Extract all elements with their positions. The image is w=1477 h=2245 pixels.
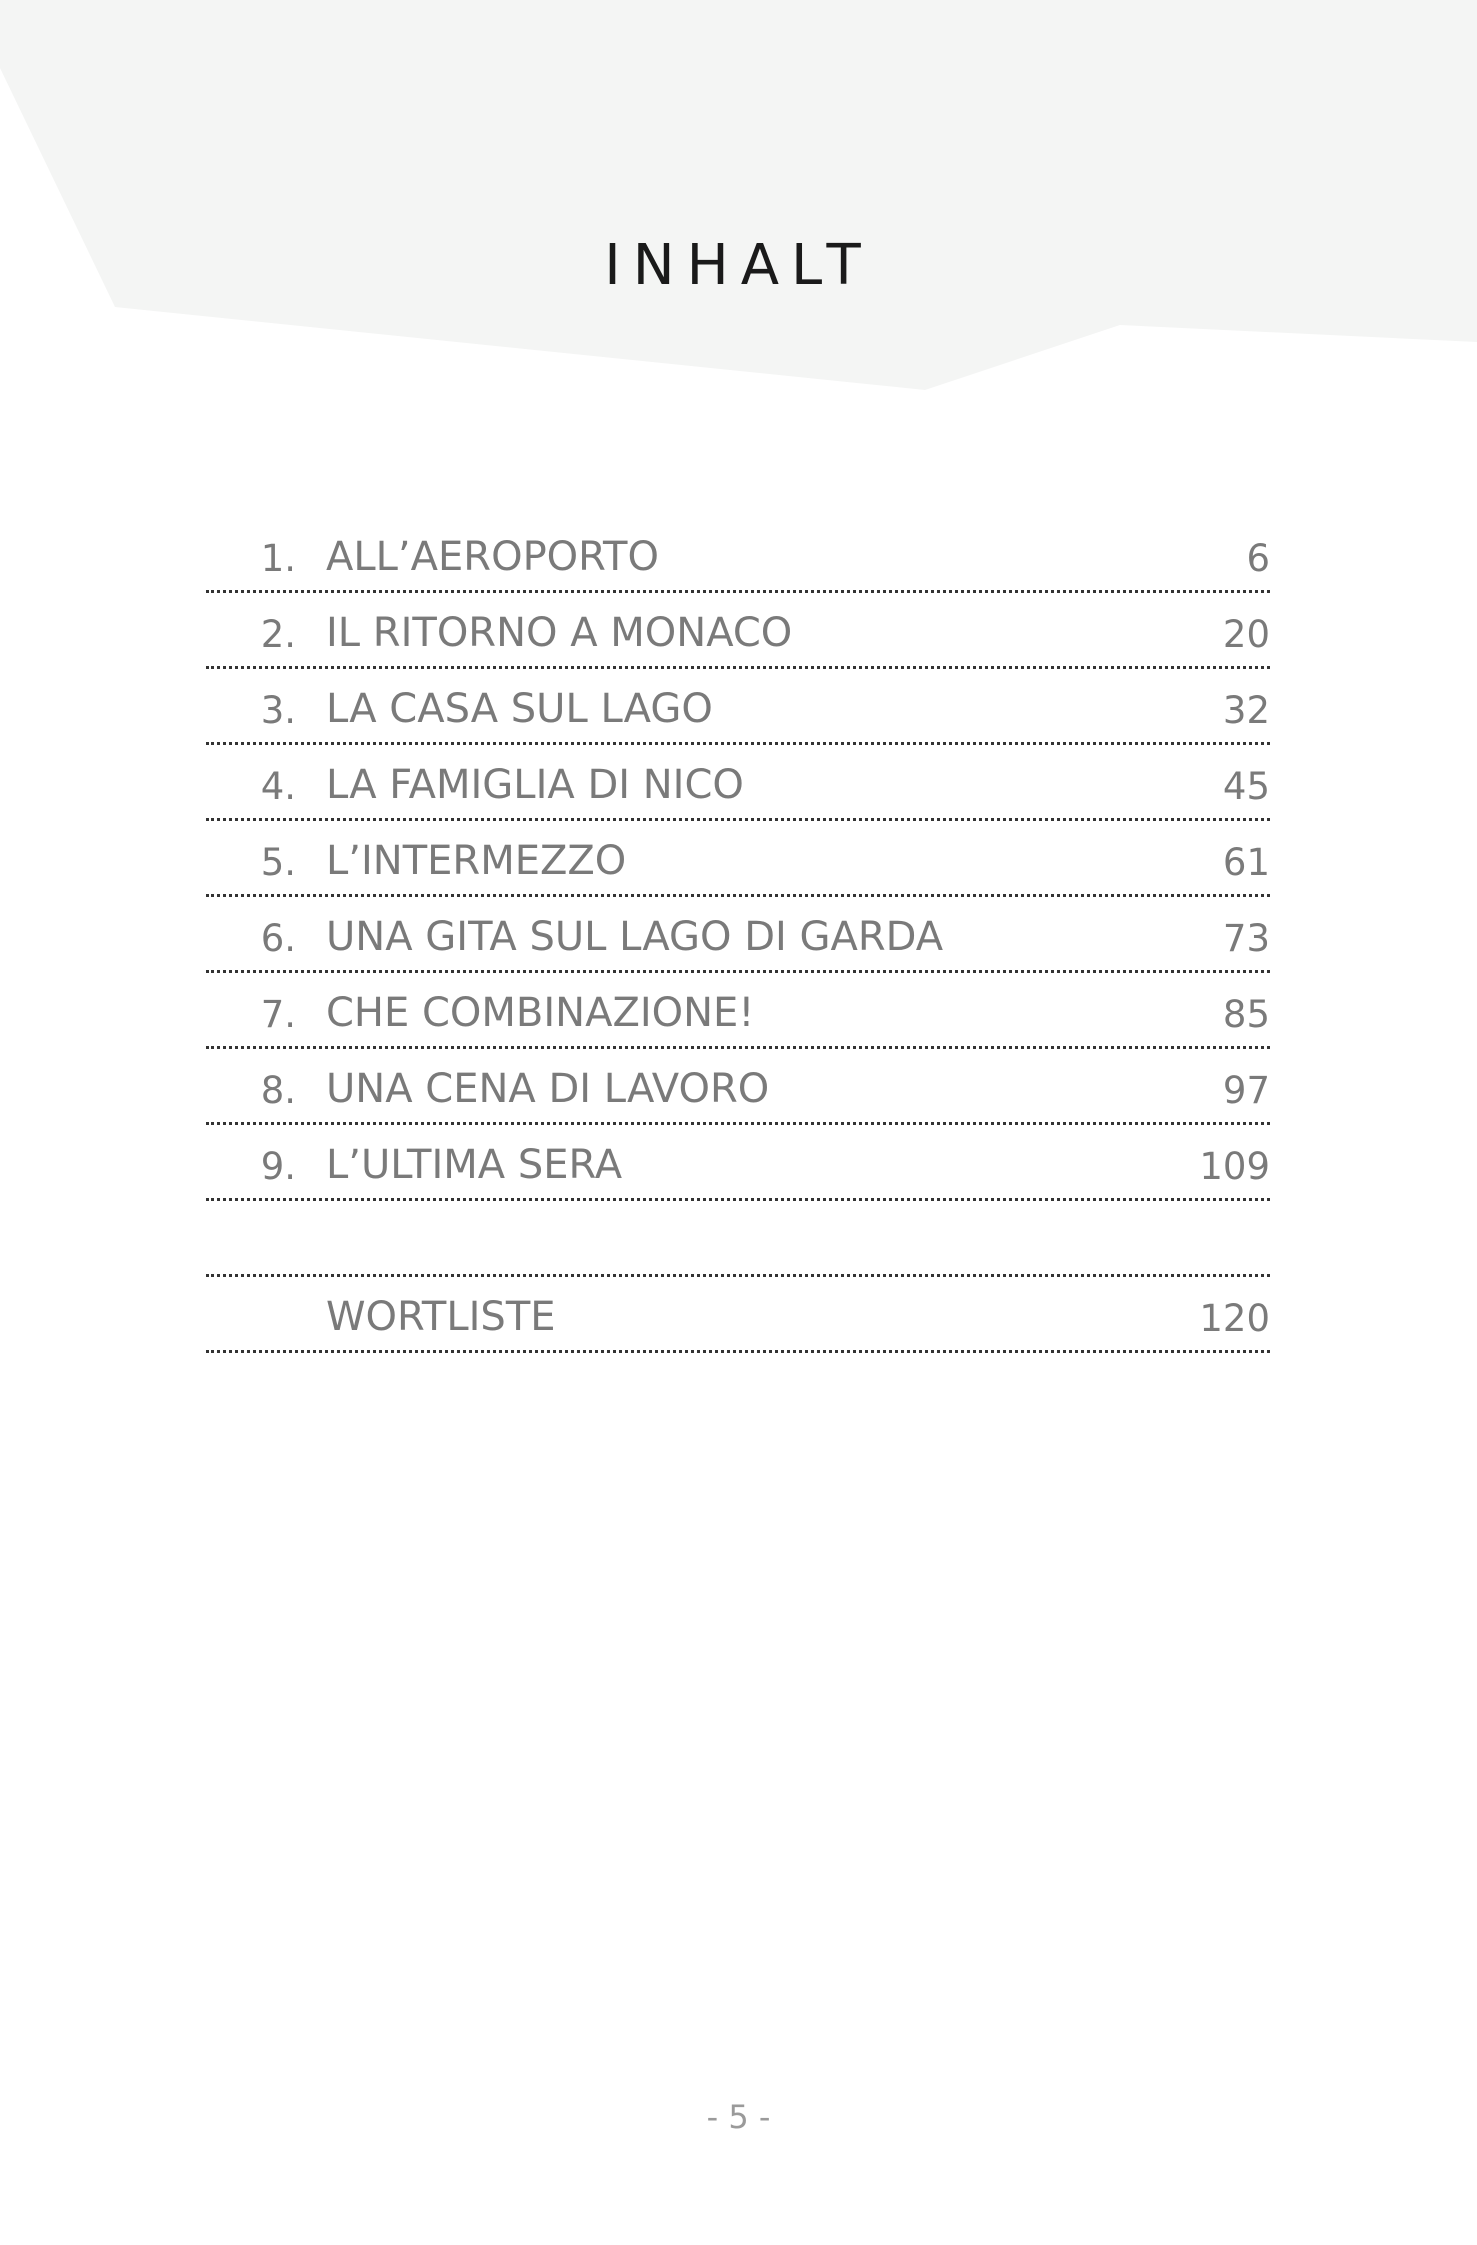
toc-entry-wortliste[interactable] [206, 1277, 1270, 1353]
page-folio: - 5 - [706, 2098, 771, 2136]
page-number: 120 [1199, 1297, 1270, 1340]
chapter-number: 8. [260, 1069, 296, 1112]
page-number: 85 [1222, 993, 1270, 1036]
chapter-title: UNA CENA DI LAVORO [326, 1066, 770, 1112]
toc-entry-8[interactable] [206, 1049, 1270, 1125]
page-number: 20 [1222, 613, 1270, 656]
page-number: 97 [1222, 1069, 1270, 1112]
toc-entry-2[interactable] [206, 593, 1270, 669]
chapter-number: 7. [260, 993, 296, 1036]
page-number: 109 [1199, 1145, 1270, 1188]
chapter-title: UNA GITA SUL LAGO DI GARDA [326, 914, 944, 960]
chapter-title: CHE COMBINAZIONE! [326, 990, 755, 1036]
appendix-title: WORTLISTE [326, 1294, 556, 1340]
chapter-title: L’ULTIMA SERA [326, 1142, 623, 1188]
chapter-title: L’INTERMEZZO [326, 838, 627, 884]
toc-entry-9[interactable] [206, 1125, 1270, 1201]
chapter-number: 3. [260, 689, 296, 732]
chapter-title: IL RITORNO A MONACO [326, 610, 793, 656]
chapter-number: 2. [260, 613, 296, 656]
page-number: 6 [1246, 537, 1270, 580]
chapter-number: 9. [260, 1145, 296, 1188]
toc-entry-3[interactable] [206, 669, 1270, 745]
toc-entry-7[interactable] [206, 973, 1270, 1049]
page-number: 32 [1222, 689, 1270, 732]
page-title: INHALT [604, 233, 873, 298]
toc-entry-4[interactable] [206, 745, 1270, 821]
page-number: 73 [1222, 917, 1270, 960]
toc-entry-1[interactable] [206, 517, 1270, 593]
chapter-number: 6. [260, 917, 296, 960]
header-background-shape [0, 0, 1477, 400]
chapter-number: 1. [260, 537, 296, 580]
toc-entry-5[interactable] [206, 821, 1270, 897]
toc-entry-6[interactable] [206, 897, 1270, 973]
page-number: 61 [1222, 841, 1270, 884]
chapter-title: ALL’AEROPORTO [326, 534, 659, 580]
table-of-contents [206, 517, 1270, 1353]
page-number: 45 [1222, 765, 1270, 808]
chapter-number: 4. [260, 765, 296, 808]
chapter-title: LA CASA SUL LAGO [326, 686, 713, 732]
chapter-title: LA FAMIGLIA DI NICO [326, 762, 744, 808]
chapter-number: 5. [260, 841, 296, 884]
toc-divider [206, 1201, 1270, 1277]
